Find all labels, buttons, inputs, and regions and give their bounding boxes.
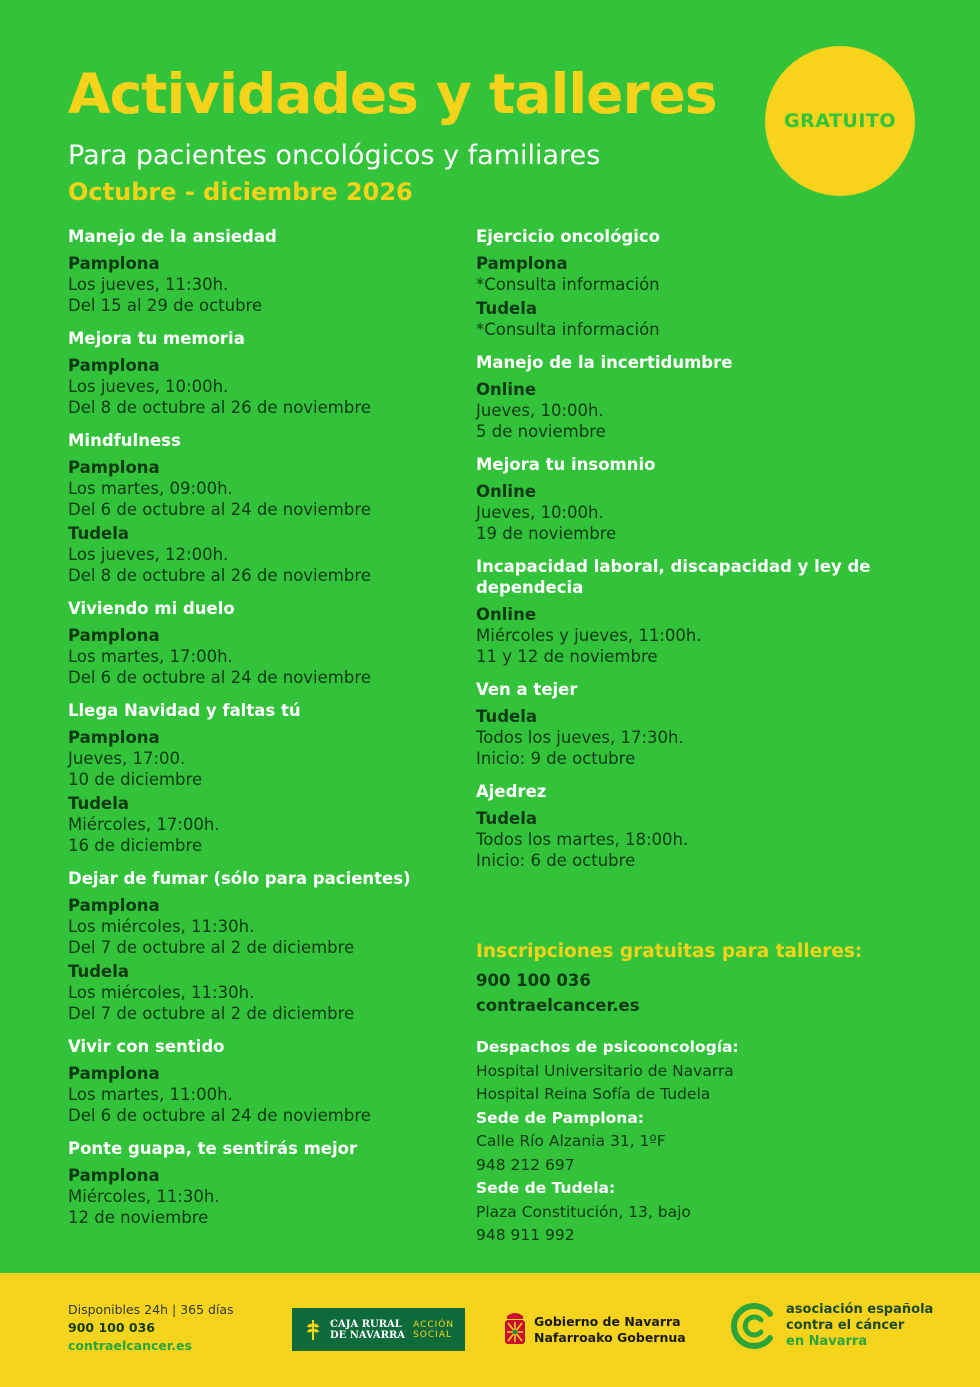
activity-session	[68, 1063, 468, 1126]
activity-title: Llega Navidad y faltas tú	[68, 701, 301, 720]
footer-web-link[interactable]: contraelcancer.es	[68, 1338, 192, 1353]
session-location: Pamplona	[68, 356, 160, 375]
aecc-line: asociación española	[786, 1302, 934, 1317]
session-detail: Del 7 de octubre al 2 de diciembre	[68, 1004, 355, 1023]
activity-block	[68, 226, 468, 316]
gobierno-line: Nafarroako Gobernua	[534, 1330, 686, 1345]
session-detail: Del 15 al 29 de octubre	[68, 296, 263, 315]
pamplona-address: Calle Río Alzania 31, 1ºF	[476, 1132, 666, 1150]
caja-line: DE NAVARRA	[330, 1329, 406, 1341]
pamplona-phone[interactable]: 948 212 697	[476, 1155, 575, 1174]
activity-session	[68, 253, 468, 316]
activity-title: Incapacidad laboral, discapacidad y ley de dependecia	[476, 557, 871, 597]
activity-title: Mejora tu insomnio	[476, 455, 656, 474]
activity-session	[68, 727, 468, 790]
activity-session	[476, 481, 876, 544]
session-location: Pamplona	[68, 254, 160, 273]
activities-right-column	[476, 226, 876, 883]
session-detail: Jueves, 10:00h.	[476, 503, 604, 522]
session-detail: Los jueves, 10:00h.	[68, 377, 229, 396]
activity-session	[68, 793, 468, 856]
session-detail: 11 y 12 de noviembre	[476, 647, 658, 666]
session-location: Pamplona	[68, 728, 160, 747]
session-detail: 5 de noviembre	[476, 422, 606, 441]
activity-block	[476, 454, 876, 544]
activity-block	[476, 226, 876, 340]
session-location: Pamplona	[68, 1166, 160, 1185]
free-badge-label: GRATUITO	[783, 110, 897, 132]
footer	[0, 1273, 980, 1387]
session-detail: Miércoles y jueves, 11:00h.	[476, 626, 702, 645]
gobierno-line: Gobierno de Navarra	[534, 1314, 681, 1329]
session-location: Tudela	[476, 809, 537, 828]
period-label: Octubre - diciembre 2026	[68, 178, 413, 206]
activity-session	[68, 895, 468, 958]
navarra-coat-of-arms-icon	[502, 1310, 528, 1350]
footer-availability: Disponibles 24h | 365 días	[68, 1302, 234, 1317]
session-detail: 10 de diciembre	[68, 770, 203, 789]
session-detail: Del 6 de octubre al 24 de noviembre	[68, 668, 371, 687]
session-detail: Jueves, 10:00h.	[476, 401, 604, 420]
free-badge	[765, 46, 915, 196]
session-detail: Miércoles, 17:00h.	[68, 815, 220, 834]
gobierno-navarra-logo	[502, 1310, 686, 1350]
activity-title: Ajedrez	[476, 782, 547, 801]
session-location: Pamplona	[476, 254, 568, 273]
psico-offices-title: Despachos de psicooncología:	[476, 1038, 739, 1056]
tudela-office-title: Sede de Tudela:	[476, 1179, 616, 1197]
session-detail: *Consulta información	[476, 320, 660, 339]
activity-session	[68, 523, 468, 586]
session-detail: Del 8 de octubre al 26 de noviembre	[68, 566, 371, 585]
activity-session	[68, 457, 468, 520]
session-detail: 12 de noviembre	[68, 1208, 209, 1227]
session-location: Tudela	[476, 299, 537, 318]
session-detail: Todos los martes, 18:00h.	[476, 830, 689, 849]
activity-block	[68, 1138, 468, 1228]
session-location: Pamplona	[68, 458, 160, 477]
activity-title: Ponte guapa, te sentirás mejor	[68, 1139, 358, 1158]
session-detail: *Consulta información	[476, 275, 660, 294]
activity-block	[68, 868, 468, 1024]
session-location: Online	[476, 605, 537, 624]
session-detail: Del 7 de octubre al 2 de diciembre	[68, 938, 355, 957]
activity-session	[68, 961, 468, 1024]
activity-block	[476, 679, 876, 769]
tudela-phone[interactable]: 948 911 992	[476, 1226, 575, 1244]
session-detail: Inicio: 6 de octubre	[476, 851, 636, 870]
activities-left-column	[68, 226, 468, 1240]
activity-block	[68, 598, 468, 688]
session-detail: Los martes, 17:00h.	[68, 647, 233, 666]
session-location: Tudela	[68, 524, 129, 543]
session-detail: Los jueves, 11:30h.	[68, 275, 229, 294]
caja-line: CAJA RURAL	[330, 1318, 402, 1330]
session-detail: Del 6 de octubre al 24 de noviembre	[68, 1106, 371, 1125]
footer-phone[interactable]: 900 100 036	[68, 1320, 155, 1335]
session-detail: 16 de diciembre	[68, 836, 203, 855]
session-detail: Los martes, 11:00h.	[68, 1085, 233, 1104]
tudela-address: Plaza Constitución, 13, bajo	[476, 1202, 691, 1221]
page-title: Actividades y talleres	[68, 62, 717, 126]
session-detail: Del 8 de octubre al 26 de noviembre	[68, 398, 371, 417]
aecc-symbol-icon	[726, 1300, 776, 1352]
activity-session	[476, 298, 876, 340]
activity-session	[68, 1165, 468, 1228]
activity-session	[476, 706, 876, 769]
psico-office-line: Hospital Universitario de Navarra	[476, 1061, 734, 1080]
session-detail: Los miércoles, 11:30h.	[68, 917, 255, 936]
activity-block	[68, 430, 468, 586]
activity-session	[476, 253, 876, 295]
pamplona-office-title: Sede de Pamplona:	[476, 1108, 644, 1127]
activity-title: Mejora tu memoria	[68, 329, 245, 348]
aecc-line: en Navarra	[786, 1334, 868, 1349]
session-detail: Todos los jueves, 17:30h.	[476, 728, 684, 747]
session-detail: Jueves, 17:00.	[68, 749, 186, 768]
activity-block	[476, 781, 876, 871]
wheat-icon	[302, 1318, 324, 1342]
activity-title: Ejercicio oncológico	[476, 227, 660, 246]
registration-title: Inscripciones gratuitas para talleres:	[476, 941, 863, 962]
activity-session	[476, 808, 876, 871]
session-location: Tudela	[68, 794, 129, 813]
session-detail: Inicio: 9 de octubre	[476, 749, 636, 768]
session-detail: Los jueves, 12:00h.	[68, 545, 229, 564]
session-location: Tudela	[476, 707, 537, 726]
psico-office-line: Hospital Reina Sofía de Tudela	[476, 1085, 711, 1103]
activity-title: Dejar de fumar (sólo para pacientes)	[68, 869, 411, 888]
session-location: Pamplona	[68, 626, 160, 645]
session-detail: Del 6 de octubre al 24 de noviembre	[68, 500, 371, 519]
caja-accion-line: ACCIÓN	[413, 1319, 455, 1330]
page-subtitle: Para pacientes oncológicos y familiares	[68, 140, 601, 171]
activity-title: Ven a tejer	[476, 680, 578, 699]
activity-title: Manejo de la ansiedad	[68, 227, 277, 246]
caja-accion-line: SOCIAL	[413, 1329, 452, 1340]
activity-session	[476, 379, 876, 442]
activity-title: Viviendo mi duelo	[68, 599, 235, 618]
session-location: Pamplona	[68, 896, 160, 915]
activity-title: Manejo de la incertidumbre	[476, 353, 733, 372]
caja-rural-logo	[292, 1308, 465, 1351]
session-location: Online	[476, 380, 537, 399]
activity-title: Mindfulness	[68, 431, 181, 450]
activity-block	[476, 556, 876, 667]
activity-block	[68, 328, 468, 418]
registration-phone[interactable]: 900 100 036	[476, 971, 591, 990]
activity-title: Vivir con sentido	[68, 1037, 225, 1056]
aecc-logo	[726, 1300, 933, 1352]
aecc-line: contra el cáncer	[786, 1318, 905, 1333]
session-detail: Los miércoles, 11:30h.	[68, 983, 255, 1002]
activity-session	[476, 604, 876, 667]
session-detail: Miércoles, 11:30h.	[68, 1187, 220, 1206]
activity-block	[68, 1036, 468, 1126]
session-location: Pamplona	[68, 1064, 160, 1083]
activity-session	[68, 625, 468, 688]
activity-block	[476, 352, 876, 442]
activity-session	[68, 355, 468, 418]
session-location: Online	[476, 482, 537, 501]
activity-block	[68, 700, 468, 856]
session-location: Tudela	[68, 962, 129, 981]
footer-contact	[68, 1301, 234, 1355]
registration-web-link[interactable]: contraelcancer.es	[476, 996, 640, 1015]
info-block	[476, 940, 916, 1248]
session-detail: 19 de noviembre	[476, 524, 617, 543]
session-detail: Los martes, 09:00h.	[68, 479, 233, 498]
